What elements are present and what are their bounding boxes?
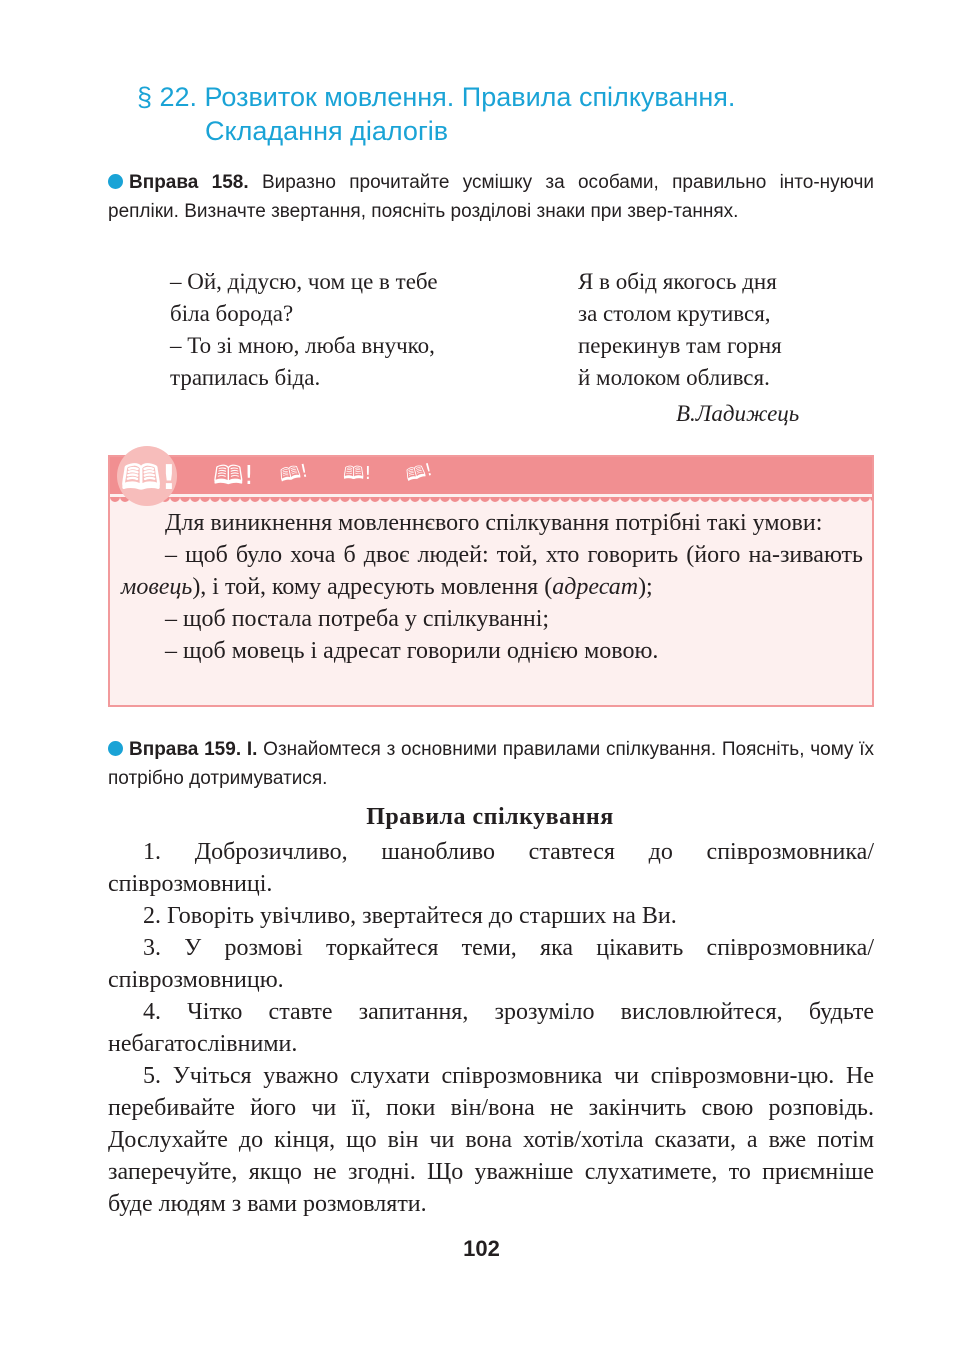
rules-title: Правила спілкування	[366, 804, 614, 830]
rule-item: 5. Учіться уважно слухати співрозмовника чи співрозмовни-цю. Не перебивайте його чи її, поки він/вона не закінчить свою розповідь. Дослухайте до кінця, що він чи вона хотів/хотіла сказати, а вже потім заперечуйте, якщо не згодні. Що уважніше слухатимете, то приємніше буде людям з вами розмовляти.	[108, 1063, 874, 1217]
rule-paragraph: – щоб мовець і адресат говорили однією мовою.	[165, 638, 659, 664]
poem-line: – То зі мною, люба внучко,	[170, 333, 435, 358]
rule-item: 1. Доброзичливо, шанобливо ставтеся до співрозмовника/ співрозмовниці.	[108, 839, 874, 897]
book-icon: 🕮!	[343, 463, 372, 484]
poem-line: перекинув там горня	[578, 333, 782, 358]
rule-text	[121, 507, 863, 667]
exercise-text: Ознайомтеся з основними правилами спілкування. Поясніть, чому їх потрібно дотримуватися.	[108, 739, 874, 789]
poem-right-stanza	[578, 266, 782, 394]
exercise-label: Вправа 159. І.	[129, 739, 258, 760]
rule-paragraph: – щоб постала потреба у спілкуванні;	[165, 606, 550, 632]
rule-paragraph: Для виникнення мовленнєвого спілкування потрібні такі умови:	[165, 510, 823, 536]
poem-line: біла борода?	[170, 301, 294, 326]
rule-header-band	[110, 457, 872, 494]
book-icon: 🕮!	[213, 461, 255, 491]
rule-item: 3. У розмові торкайтеся теми, яка цікавить співрозмовника/ співрозмовницю.	[108, 935, 874, 993]
bullet-icon	[108, 174, 123, 189]
poem-left-stanza	[170, 266, 438, 394]
section-title: § 22. Розвиток мовлення. Правила спілкування.	[137, 82, 736, 112]
book-icon: 🕮!	[403, 459, 435, 487]
poem-author: В.Ладижець	[676, 401, 800, 426]
poem-line: за столом крутився,	[578, 301, 771, 326]
rule-item: 4. Чітко ставте запитання, зрозуміло висловлюйтеся, будьте небагатослівними.	[108, 999, 874, 1057]
poem-line: трапилась біда.	[170, 365, 321, 390]
rules-list	[108, 836, 874, 1220]
page-number: 102	[463, 1236, 500, 1261]
exercise-label: Вправа 158.	[129, 172, 249, 193]
poem-line: – Ой, дідусю, чом це в тебе	[170, 269, 438, 294]
exercise-159	[108, 736, 874, 793]
section-subtitle: Складання діалогів	[205, 116, 449, 146]
exercise-158	[108, 169, 874, 226]
exercise-text: Виразно прочитайте усмішку за особами, правильно інто-нуючи репліки. Визначте звертання, поясніть розділові знаки при звер-таннях.	[108, 172, 875, 222]
book-icon: 🕮!	[277, 460, 310, 487]
bullet-icon	[108, 741, 123, 756]
poem-line: Я в обід якогось дня	[578, 269, 777, 294]
rule-paragraph: – щоб було хоча б двоє людей: той, хто говорить (його на-зивають мовець), і той, кому адресують мовлення (адресат);	[121, 542, 863, 600]
rule-item: 2. Говоріть увічливо, звертайтеся до старших на Ви.	[143, 903, 677, 929]
poem-line: й молоком облився.	[578, 365, 770, 390]
book-icon: 🕮!	[121, 458, 177, 498]
